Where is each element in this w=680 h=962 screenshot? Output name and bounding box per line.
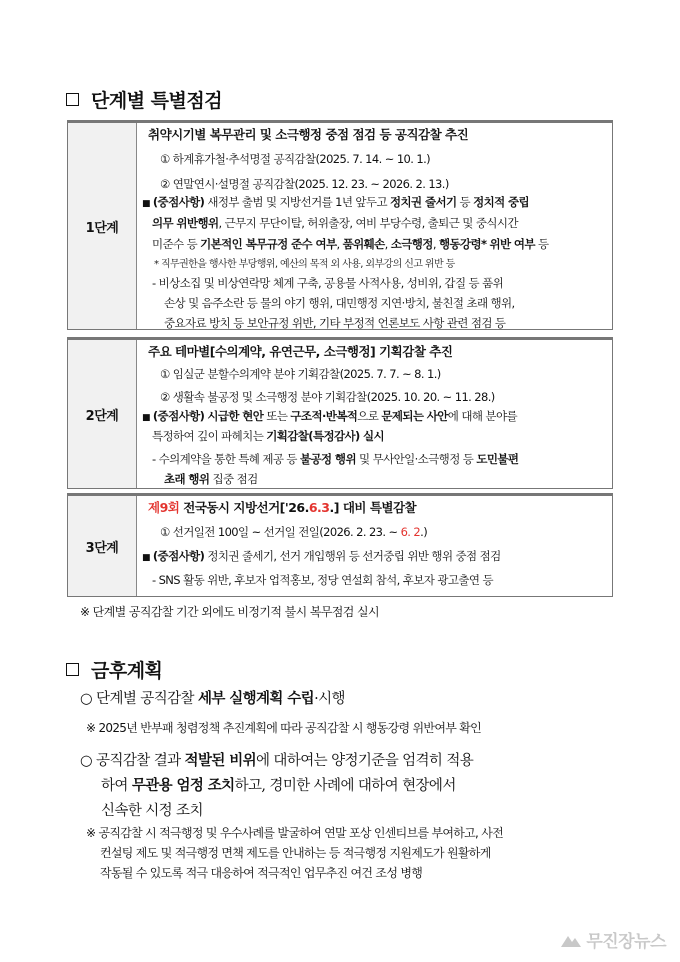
stage-1-sub-line-2: 손상 및 음주소란 등 물의 야기 행위, 대민행정 지연·방치, 불친절 초래 행위,	[164, 296, 515, 310]
plan-item-2-line-1: ○ 공직감찰 결과 적발된 비위에 대하여는 양정기준을 엄격히 적용	[80, 752, 474, 769]
plan-item-1: ○ 단계별 공직감찰 세부 실행계획 수립·시행	[80, 690, 345, 707]
stage-1-focus-line-3: 미준수 등 기본적인 복무규정 준수 여부, 품위훼손, 소극행정, 행동강령* 위반 여부 등	[152, 237, 549, 251]
stage-1-label: 1단계	[68, 123, 137, 329]
stage-3-label: 3단계	[68, 496, 137, 596]
plan-item-2-note-line-1: ※ 공직감찰 시 적극행정 및 우수사례를 발굴하여 연말 포상 인센티브를 부여하고, 사전	[86, 826, 504, 840]
square-bullet-icon: ■	[142, 413, 150, 423]
stage-2-label: 2단계	[68, 340, 137, 488]
stage-2-focus-line-2: 특정하여 깊이 파헤치는 기획감찰(특정감사) 실시	[152, 429, 385, 443]
square-bullet-icon: ■	[142, 553, 150, 563]
stage-2-sub-line-2: 초래 행위 집중 점검	[164, 472, 258, 486]
square-bullet-icon: ■	[142, 199, 150, 209]
stage-2-item-2: ② 생활속 불공정 및 소극행정 분야 기획감찰(2025. 10. 20. ~ 11. 28.)	[160, 390, 495, 404]
stage-1-content	[136, 123, 612, 329]
stage-1-item-2: ② 연말연시·설명절 공직감찰(2025. 12. 23. ~ 2026. 2. 13.)	[160, 177, 449, 191]
square-bullet-icon	[66, 93, 79, 106]
stage-1-footnote: * 직무권한을 행사한 부당행위, 예산의 목적 외 사용, 외부강의 신고 위반 등	[154, 259, 455, 270]
stage-3-item-1: ① 선거일전 100일 ~ 선거일 전일(2026. 2. 23. ~ 6. 2.)	[160, 525, 428, 539]
stage-1-item-1: ① 하계휴가철·추석명절 공직감찰(2025. 7. 14. ~ 10. 1.)	[160, 152, 431, 166]
plan-item-1-note: ※ 2025년 반부패 청렴정책 추진계획에 따라 공직감찰 시 행동강령 위반여부 확인	[86, 721, 482, 735]
watermark: 무진장뉴스	[560, 927, 666, 952]
stage-1-box	[67, 120, 613, 330]
stage-2-item-1: ① 임실군 분할수의계약 분야 기획감찰(2025. 7. 7. ~ 8. 1.)	[160, 367, 441, 381]
stage-1-focus-line-1: ■ (중점사항) 새정부 출범 및 지방선거를 1년 앞두고 정치권 줄서기 등 정치적 중립	[142, 195, 530, 209]
stage-3-sub-line: - SNS 활동 위반, 후보자 업적홍보, 정당 연설회 참석, 후보자 광고출연 등	[152, 573, 493, 587]
plan-item-2-line-3: 신속한 시정 조치	[101, 803, 203, 819]
stage-1-sub-line-1: - 비상소집 및 비상연락망 체계 구축, 공용물 사적사용, 성비위, 갑질 등 품위	[152, 276, 504, 290]
stage-1-focus-line-2: 의무 위반행위, 근무지 무단이탈, 허위출장, 여비 부당수령, 출퇴근 및 중식시간	[152, 216, 518, 230]
stage-2-heading: 주요 테마별[수의계약, 유연근무, 소극행정] 기획감찰 추진	[148, 344, 453, 359]
plan-item-2-note-line-3: 작동될 수 있도록 적극 대응하여 적극적인 업무추진 여건 조성 병행	[100, 866, 423, 880]
stage-2-sub-line-1: - 수의계약을 통한 특혜 제공 등 불공정 행위 및 무사안일·소극행정 등 도민불편	[152, 452, 519, 466]
mountain-logo-icon	[560, 932, 582, 948]
stage-2-box	[67, 337, 613, 489]
stages-footnote: ※ 단계별 공직감찰 기간 외에도 비정기적 불시 복무점검 실시	[80, 605, 379, 619]
stage-1-sub-line-3: 중요자료 방치 등 보안규정 위반, 기타 부정적 언론보도 사항 관련 점검 등	[164, 316, 506, 330]
stage-1-heading: 취약시기별 복무관리 및 소극행정 중점 점검 등 공직감찰 추진	[148, 127, 469, 142]
stage-3-box	[67, 493, 613, 597]
stage-3-focus-line: ■ (중점사항) 정치권 줄세기, 선거 개입행위 등 선거중립 위반 행위 중점 점검	[142, 549, 501, 563]
stage-2-focus-line-1: ■ (중점사항) 시급한 현안 또는 구조적·반복적으로 문제되는 사안에 대해 분야를	[142, 409, 517, 423]
stage-3-content	[136, 496, 612, 596]
stage-2-content	[136, 340, 612, 488]
plan-item-2-line-2: 하여 무관용 엄정 조치하고, 경미한 사례에 대하여 현장에서	[101, 777, 456, 794]
section-title-stages: 단계별 특별점검	[66, 86, 222, 113]
square-bullet-icon	[66, 663, 79, 676]
plan-item-2-note-line-2: 컨설팅 제도 및 적극행정 면책 제도를 안내하는 등 적극행정 지원제도가 원활하게	[100, 846, 491, 860]
section-title-plans: 금후계획	[66, 656, 162, 683]
stage-3-heading: 제9회 전국동시 지방선거['26.6.3.] 대비 특별감찰	[148, 500, 417, 515]
